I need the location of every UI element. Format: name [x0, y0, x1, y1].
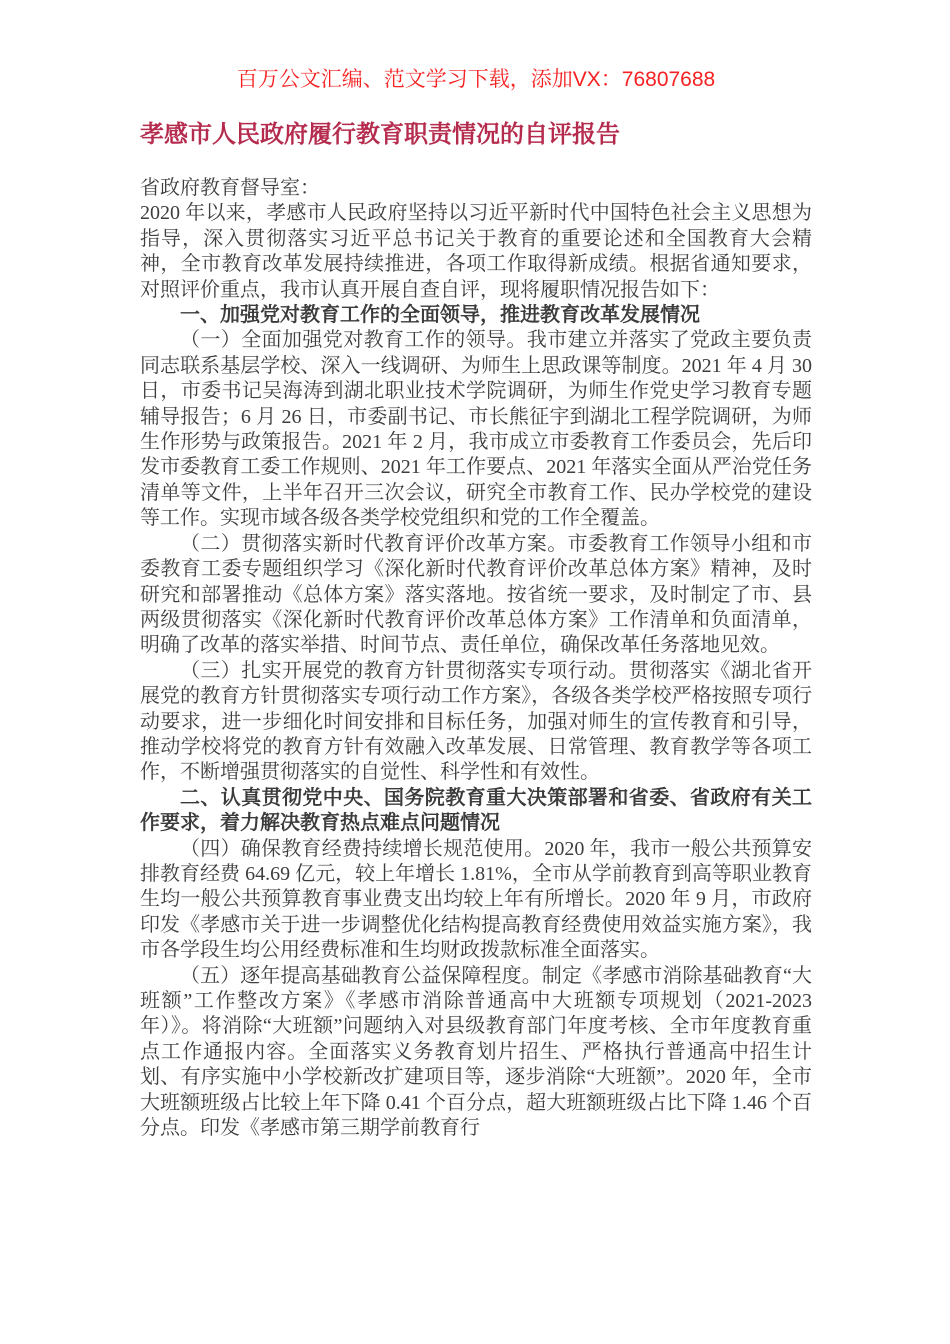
paragraph-item-4: （四）确保教育经费持续增长规范使用。2020 年，我市一般公共预算安排教育经费 64.69 亿元，较上年增长 1.81%，全市从学前教育到高等职业教育生均一般公共预算教育事业费支出均较上年有所增长。2020 年 9 月，市政府印发《孝感市关于进一步调整优化结构提高教育经费使用效益实施方案》，我市各学段生均公用经费标准和生均财政拨款标准全面落实。	[140, 837, 812, 962]
paragraph-item-1: （一）全面加强党对教育工作的领导。我市建立并落实了党政主要负责同志联系基层学校、深入一线调研、为师生上思政课等制度。2021 年 4 月 30 日，市委书记吴海涛到湖北职业技术学院调研，为师生作党史学习教育专题辅导报告；6 月 26 日，市委副书记、市长熊征宇到湖北工程学院调研，为师生作形势与政策报告。2021 年 2 月，我市成立市委教育工作委员会，先后印发市委教育工委工作规则、2021 年工作要点、2021 年落实全面从严治党任务清单等文件，上半年召开三次会议，研究全市教育工作、民办学校党的建设等工作。实现市域各级各类学校党组织和党的工作全覆盖。	[140, 329, 812, 530]
paragraph-item-5: （五）逐年提高基础教育公益保障程度。制定《孝感市消除基础教育“大班额”工作整改方案》《孝感市消除普通高中大班额专项规划（2021-2023 年）》。将消除“大班额”问题纳入对县级教育部门年度考核、全市年度教育重点工作通报内容。全面落实义务教育划片招生、严格执行普通高中招生计划、有序实施中小学校新改扩建项目等，逐步消除“大班额”。2020 年，全市大班额班级占比较上年下降 0.41 个百分点，超大班额班级占比下降 1.46 个百分点。印发《孝感市第三期学前教育行	[140, 964, 812, 1140]
paragraph-intro: 2020 年以来，孝感市人民政府坚持以习近平新时代中国特色社会主义思想为指导，深入贯彻落实习近平总书记关于教育的重要论述和全国教育大会精神，全市教育改革发展持续推进，各项工作取得新成绩。根据省通知要求，对照评价重点，我市认真开展自查自评，现将履职情况报告如下：	[140, 202, 812, 301]
document-title: 孝感市人民政府履行教育职责情况的自评报告	[140, 122, 620, 148]
paragraph-item-2: （二）贯彻落实新时代教育评价改革方案。市委教育工作领导小组和市委教育工委专题组织学习《深化新时代教育评价改革总体方案》精神，及时研究和部署推动《总体方案》落实落地。按省统一要求，及时制定了市、县两级贯彻落实《深化新时代教育评价改革总体方案》工作清单和负面清单，明确了改革的落实举措、时间节点、责任单位，确保改革任务落地见效。	[140, 532, 812, 657]
promo-banner: 百万公文汇编、范文学习下载，添加VX：76807688	[236, 68, 716, 91]
section-heading-1: 一、加强党对教育工作的全面领导，推进教育改革发展情况	[180, 304, 700, 327]
document-body	[140, 201, 812, 1141]
salutation-line: 省政府教育督导室：	[140, 177, 320, 199]
section-heading-2: 二、认真贯彻党中央、国务院教育重大决策部署和省委、省政府有关工作要求，着力解决教育热点难点问题情况	[140, 786, 812, 835]
paragraph-item-3: （三）扎实开展党的教育方针贯彻落实专项行动。贯彻落实《湖北省开展党的教育方针贯彻落实专项行动工作方案》，各级各类学校严格按照专项行动要求，进一步细化时间安排和目标任务，加强对师生的宣传教育和引导，推动学校将党的教育方针有效融入改革发展、日常管理、教育教学等各项工作，不断增强贯彻落实的自觉性、科学性和有效性。	[140, 659, 812, 784]
